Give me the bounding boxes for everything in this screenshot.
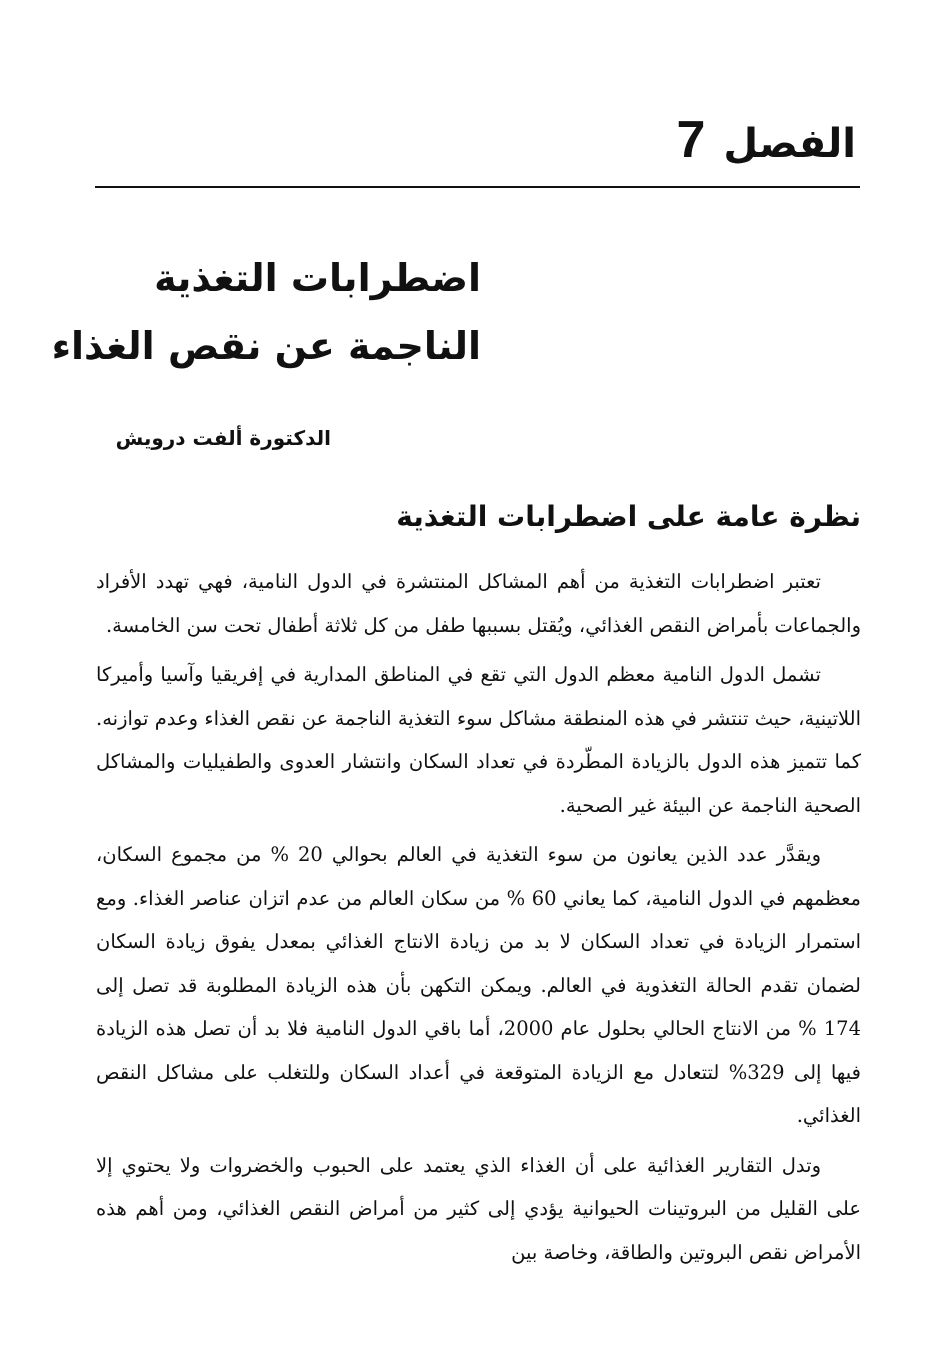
chapter-heading [676, 110, 856, 170]
chapter-label: الفصل [723, 121, 856, 167]
paragraph: وتدل التقارير الغذائية على أن الغذاء الذي يعتمد على الحبوب والخضروات ولا يحتوي إلا على القليل من البروتينات الحيوانية يؤدي إلى كثير من أمراض النقص الغذائي، ومن أهم هذه الأمراض نقص البروتين والطاقة، وخاصة بين [96, 1153, 861, 1264]
author-name: الدكتورة ألفت درويش [115, 426, 331, 450]
body-text [96, 560, 861, 1274]
chapter-divider [95, 186, 860, 188]
paragraph: تعتبر اضطرابات التغذية من أهم المشاكل المنتشرة في الدول النامية، فهي تهدد الأفراد والجماعات بأمراض النقص الغذائي، ويُقتل بسببها طفل من كل ثلاثة أطفال تحت سن الخامسة. [96, 570, 861, 637]
chapter-title-line-1: اضطرابات التغذية [154, 256, 481, 300]
paragraph: تشمل الدول النامية معظم الدول التي تقع في المناطق المدارية في إفريقيا وآسيا وأميركا اللاتينية، حيث تنتشر في هذه المنطقة مشاكل سوء التغذية الناجمة عن نقص الغذاء وعدم توازنه. كما تتميز هذه الدول بالزيادة المطّردة في تعداد السكان وانتشار العدوى والطفيليات والمشاكل الصحية الناجمة عن البيئة غير الصحية. [96, 663, 861, 817]
section-heading: نظرة عامة على اضطرابات التغذية [396, 500, 861, 533]
chapter-number: 7 [676, 111, 706, 169]
chapter-title [51, 244, 481, 380]
paragraph: ويقدَّر عدد الذين يعانون من سوء التغذية في العالم بحوالي 20 % من مجموع السكان، معظمهم في الدول النامية، كما يعاني 60 % من سكان العالم من عدم اتزان عناصر الغذاء. ومع استمرار الزيادة في تعداد السكان لا بد من زيادة الانتاج الغذائي بمعدل يفوق زيادة السكان لضمان تقدم الحالة التغذوية في العالم. ويمكن التكهن بأن هذه الزيادة المطلوبة قد تصل إلى 174 % من الانتاج الحالي بحلول عام 2000، أما باقي الدول النامية فلا بد أن تصل هذه الزيادة فيها إلى 329% لتتعادل مع الزيادة المتوقعة في أعداد السكان وللتغلب على مشاكل النقص الغذائي. [96, 843, 861, 1127]
chapter-title-line-2: الناجمة عن نقص الغذاء [51, 324, 481, 368]
